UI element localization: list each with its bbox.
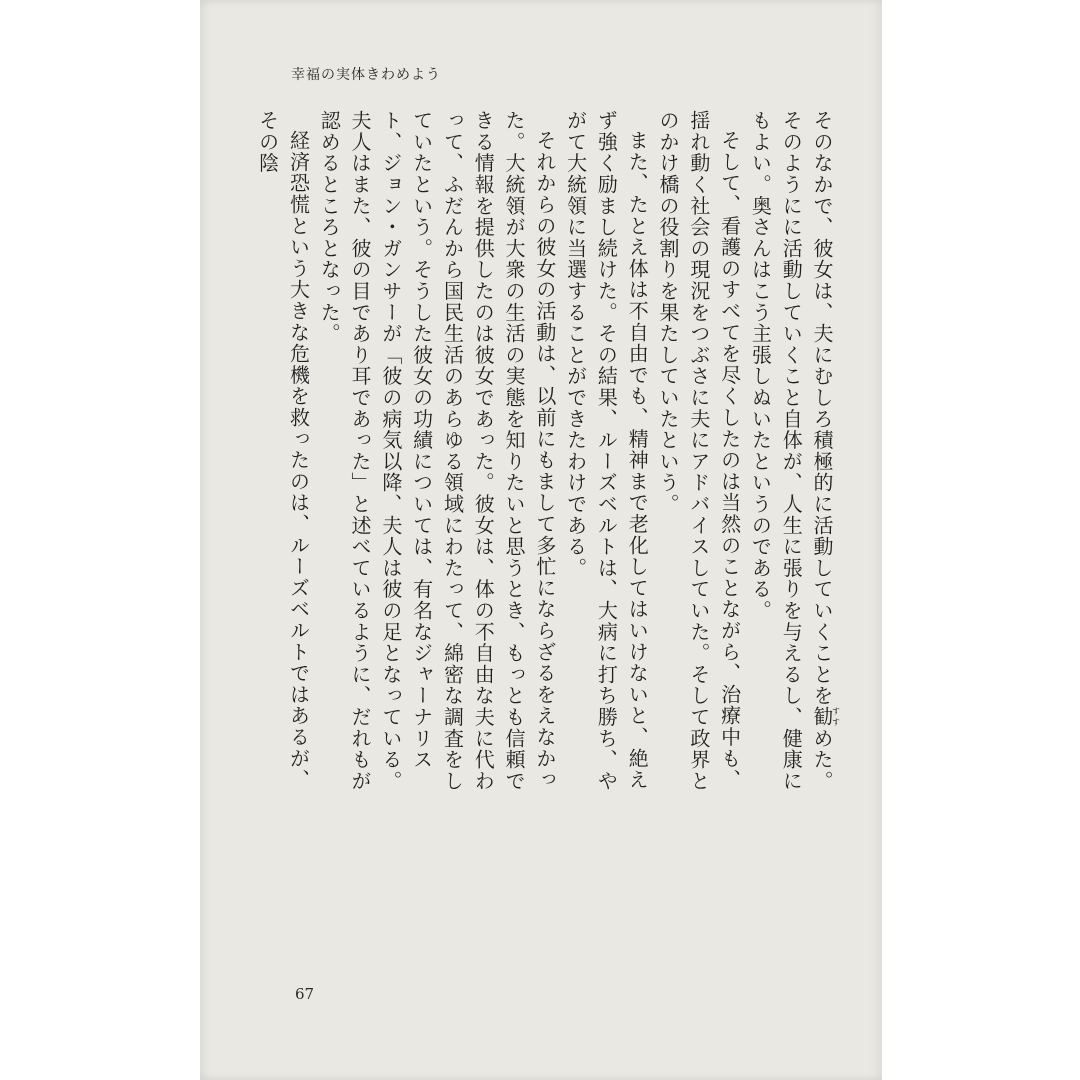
ruby-reading: すす bbox=[831, 706, 841, 728]
paragraph-1-part-2: めた。その bbox=[779, 110, 834, 792]
paragraph-1 bbox=[745, 110, 840, 800]
running-head: 幸福の実体きわめよう bbox=[291, 67, 441, 83]
page-number: 67 bbox=[295, 985, 315, 1003]
paragraph-4: それからの彼女の活動は、以前にもまして多忙にならざるをえなかった。大統領が大衆の生活の実態を知りたいと思うとき、もっとも信頼できる情報を提供したのは彼女であった。彼女は、体の不自由な夫に代わって、ふだんから国民生活のあらゆる領域にわたって、綿密な調査をしていたという。そうした彼女の功績については、有名なジャーナリスト、ジョン・ガンサーが「彼の病気以降、夫人は彼の足となっている。夫人はまた、彼の目であり耳であった」と述べているように、だれもが認めるところとなった。 bbox=[317, 110, 557, 792]
paragraph-5: 経済恐慌という大きな危機を救ったのは、ルーズベルトではあるが、その陰 bbox=[255, 110, 311, 791]
left-background bbox=[0, 0, 200, 1080]
paragraph-2: そして、看護のすべてを尽くしたのは当然のことながら、治療中も、揺れ動く社会の現況をつぶさに夫にアドバイスしていた。そして政界とのかけ橋の役割りを果たしていたという。 bbox=[656, 110, 742, 792]
paragraph-3: また、たとえ体は不自由でも、精神まで老化してはいけないと、絶えず強く励まし続けた。その結果、ルーズベルトは、大病に打ち勝ち、やがて大統領に当選することができたわけである。 bbox=[563, 110, 650, 792]
paragraph-1-part-1: そのなかで、彼女は、夫にむしろ積極的に活動していくことを bbox=[810, 110, 834, 707]
ruby-base: 勧 bbox=[810, 706, 834, 728]
right-background bbox=[882, 0, 1080, 1080]
paragraph-1-part-3: ようにに活動していくこと自体が、人生に張りを与えるし、健康にもよい。奥さんはこう主張しぬいたというのである。 bbox=[748, 110, 804, 792]
vertical-body-text bbox=[255, 110, 841, 800]
ruby-annotation bbox=[810, 706, 841, 728]
